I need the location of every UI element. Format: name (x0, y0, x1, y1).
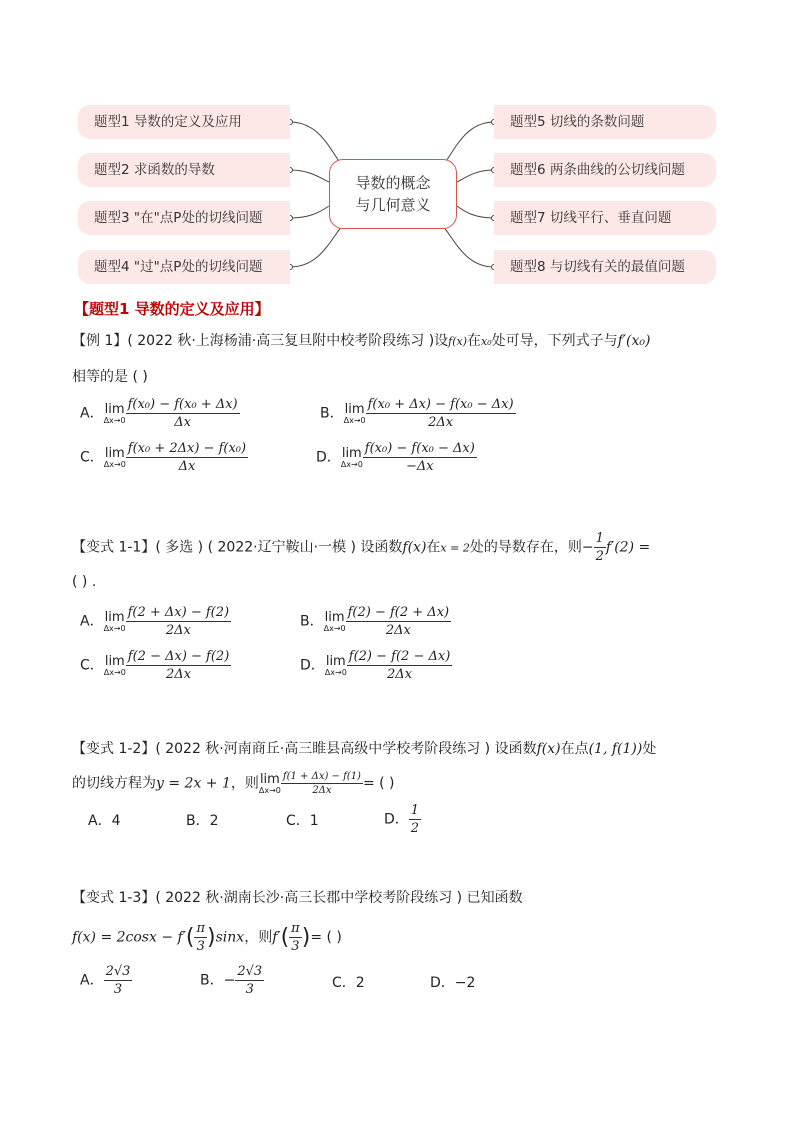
v12-point: (1, f(1)) (588, 741, 643, 757)
numerator: 1 (410, 803, 420, 818)
example-1-stem-2: 相等的是 ( ) (72, 369, 148, 385)
lim-sub: Δx→0 (103, 667, 126, 677)
numerator: f(2) − f(2 − Δx) (348, 649, 451, 664)
v12-text-c: 处 (642, 741, 657, 757)
lim (344, 403, 366, 425)
v11-option-a (80, 604, 231, 639)
denominator: 3 (196, 939, 205, 954)
opt-label: C． (80, 449, 104, 466)
v13-fprime: f′ (272, 929, 281, 946)
v11-text-a: 【变式 1-1】( 多选 ) ( 2022·辽宁鞍山·一模 ) 设函数 (72, 539, 403, 556)
ex1-text-c: 处可导，下列式子与 (491, 333, 618, 349)
lim-word: lim (341, 445, 362, 461)
lim-word: lim (104, 445, 125, 461)
variant-1-3-stem: 【变式 1-3】( 2022 秋·湖南长沙·高三长郡中学校考阶段练习 ) 已知函数 (72, 890, 523, 906)
center-line-1: 导数的概念 (355, 174, 431, 192)
v13-then: ，则 (244, 929, 273, 946)
denominator: 2Δx (312, 785, 332, 796)
example-1-stem (72, 330, 650, 350)
lim-sub: Δx→0 (103, 623, 126, 633)
v12-text-a: 【变式 1-2】( 2022 秋·河南商丘·高三睢县高级中学校考阶段练习 ) 设函数 (72, 741, 537, 757)
mindmap-center (329, 159, 457, 229)
section-title: 【题型1 导数的定义及应用】 (74, 300, 270, 318)
denominator: 2 (410, 821, 420, 836)
fraction (409, 802, 421, 837)
v13-fx: f(x) = 2cosx − f′ (72, 929, 186, 946)
v12-text-e: ，则 (230, 775, 259, 792)
denominator: Δx (174, 415, 191, 430)
opt-label: B． (300, 613, 324, 630)
opt-label: D． (384, 811, 409, 828)
lim-word: lim (104, 609, 125, 625)
lim (104, 611, 126, 633)
v12-text-b: 在点 (560, 741, 589, 757)
denominator: 2Δx (428, 415, 454, 430)
v13-option-d: D．−2 (430, 975, 476, 991)
lim-word: lim (324, 609, 345, 625)
v12-option-d (384, 802, 421, 837)
lim (341, 447, 363, 469)
v11-option-c (80, 648, 231, 683)
ex1-option-c (80, 440, 248, 475)
numerator: f(1 + Δx) − f(1) (282, 771, 361, 782)
lim (325, 655, 347, 677)
topic-2: 题型2 求函数的导数 (78, 153, 290, 187)
lim-word: lim (344, 401, 365, 417)
variant-1-2-stem-2 (72, 770, 395, 797)
numerator: 2√3 (105, 964, 131, 979)
numerator: f(2 − Δx) − f(2) (127, 649, 230, 664)
lim-sub: Δx→0 (103, 415, 126, 425)
pi-over-3 (194, 920, 207, 955)
denominator: 2 (595, 549, 604, 564)
fraction (347, 648, 453, 683)
ex1-option-b (320, 396, 516, 431)
v11-fprime2: f′(2) = (605, 539, 651, 556)
lim (104, 655, 126, 677)
fraction (281, 770, 363, 797)
paren-right: ) (207, 925, 216, 950)
v12-text-f: = ( ) (362, 775, 395, 792)
lim-sub: Δx→0 (323, 623, 346, 633)
fraction (126, 440, 248, 475)
topic-4: 题型4 "过"点P处的切线问题 (78, 250, 290, 284)
numerator: f(2) − f(2 + Δx) (347, 605, 450, 620)
v13-option-a (80, 963, 132, 998)
fraction (363, 440, 477, 475)
v13-sinx: sinx (215, 929, 245, 946)
pi-over-3 (289, 920, 302, 955)
lim (324, 611, 346, 633)
lim-sub: Δx→0 (258, 785, 281, 795)
opt-label: A． (80, 405, 104, 422)
v13-option-c: C．2 (332, 975, 365, 991)
numerator: π (291, 921, 300, 936)
topic-7: 题型7 切线平行、垂直问题 (494, 201, 716, 235)
denominator: −Δx (405, 459, 434, 474)
lim-sub: Δx→0 (324, 667, 347, 677)
numerator: π (196, 921, 206, 936)
opt-label: B． (320, 405, 344, 422)
fraction (346, 604, 452, 639)
variant-1-2-stem (72, 738, 656, 758)
ex1-fprime: f′(x₀) (617, 333, 651, 349)
numerator: f(x₀) − f(x₀ − Δx) (364, 441, 475, 456)
numerator: 2√3 (237, 964, 263, 979)
v11-f: f(x) (402, 539, 427, 556)
v11-minus: − (581, 539, 594, 556)
v13-text-eq: = ( ) (310, 929, 342, 946)
lim-sub: Δx→0 (343, 415, 366, 425)
variant-1-3-stem-2 (72, 920, 342, 955)
numerator: f(x₀ + Δx) − f(x₀ − Δx) (367, 397, 514, 412)
ex1-option-a (80, 396, 240, 431)
lim-word: lim (104, 401, 125, 417)
v11-text-b: 在 (426, 539, 441, 556)
paren-left: ( (280, 925, 290, 950)
v12-equation: y = 2x + 1 (156, 775, 231, 792)
v12-option-c: C．1 (286, 813, 319, 829)
lim (259, 773, 281, 795)
lim-word: lim (259, 771, 280, 787)
fraction (235, 963, 264, 998)
center-line-2: 与几何意义 (355, 196, 431, 214)
ex1-option-d (316, 440, 477, 475)
opt-label: A． (80, 972, 104, 989)
opt-label: B．− (200, 972, 236, 989)
topic-3: 题型3 "在"点P处的切线问题 (78, 201, 290, 235)
numerator: f(2 + Δx) − f(2) (127, 605, 230, 620)
topic-6: 题型6 两条曲线的公切线问题 (494, 153, 716, 187)
denominator: 3 (245, 982, 254, 997)
lim-sub: Δx→0 (340, 459, 363, 469)
lim-word: lim (104, 653, 125, 669)
ex1-text-a: 【例 1】( 2022 秋·上海杨浦·高三复旦附中校考阶段练习 )设 (72, 333, 449, 349)
variant-1-1-stem (72, 530, 650, 565)
opt-label: A． (80, 613, 104, 630)
lim-sub: Δx→0 (103, 459, 126, 469)
ex1-x0: x₀ (481, 335, 492, 348)
v12-f: f(x) (536, 741, 561, 757)
lim (104, 403, 126, 425)
denominator: 3 (113, 982, 123, 997)
fraction (104, 963, 133, 998)
numerator: f(x₀) − f(x₀ + Δx) (127, 397, 238, 412)
lim (104, 447, 126, 469)
variant-1-1-stem-2: ( ) . (72, 574, 97, 590)
v11-text-c: 处的导数存在，则 (469, 539, 582, 556)
lim-word: lim (325, 653, 346, 669)
opt-label: C． (80, 657, 104, 674)
denominator: 2Δx (165, 623, 191, 638)
v11-half (594, 530, 606, 565)
v13-option-b (200, 963, 264, 998)
topic-1: 题型1 导数的定义及应用 (78, 105, 290, 139)
ex1-f: f(x) (448, 335, 468, 348)
denominator: 2Δx (387, 667, 413, 682)
denominator: Δx (178, 459, 196, 474)
paren-right: ) (301, 925, 311, 950)
v11-x2: x = 2 (440, 541, 470, 555)
v12-option-a: A．4 (88, 813, 121, 829)
denominator: 3 (291, 939, 300, 954)
fraction (366, 396, 516, 431)
fraction (126, 396, 240, 431)
opt-label: D． (300, 657, 325, 674)
v11-option-b (300, 604, 451, 639)
topic-5: 题型5 切线的条数问题 (494, 105, 716, 139)
numerator: f(x₀ + 2Δx) − f(x₀) (127, 441, 247, 456)
v12-text-d: 的切线方程为 (72, 775, 156, 792)
numerator: 1 (595, 531, 604, 546)
opt-label: D． (316, 449, 341, 466)
denominator: 2Δx (166, 667, 192, 682)
v11-option-d (300, 648, 452, 683)
fraction (126, 604, 232, 639)
topic-8: 题型8 与切线有关的最值问题 (494, 250, 716, 284)
ex1-text-b: 在 (467, 333, 482, 349)
fraction (126, 648, 232, 683)
paren-left: ( (185, 925, 195, 950)
denominator: 2Δx (385, 623, 411, 638)
v12-option-b: B．2 (186, 813, 219, 829)
